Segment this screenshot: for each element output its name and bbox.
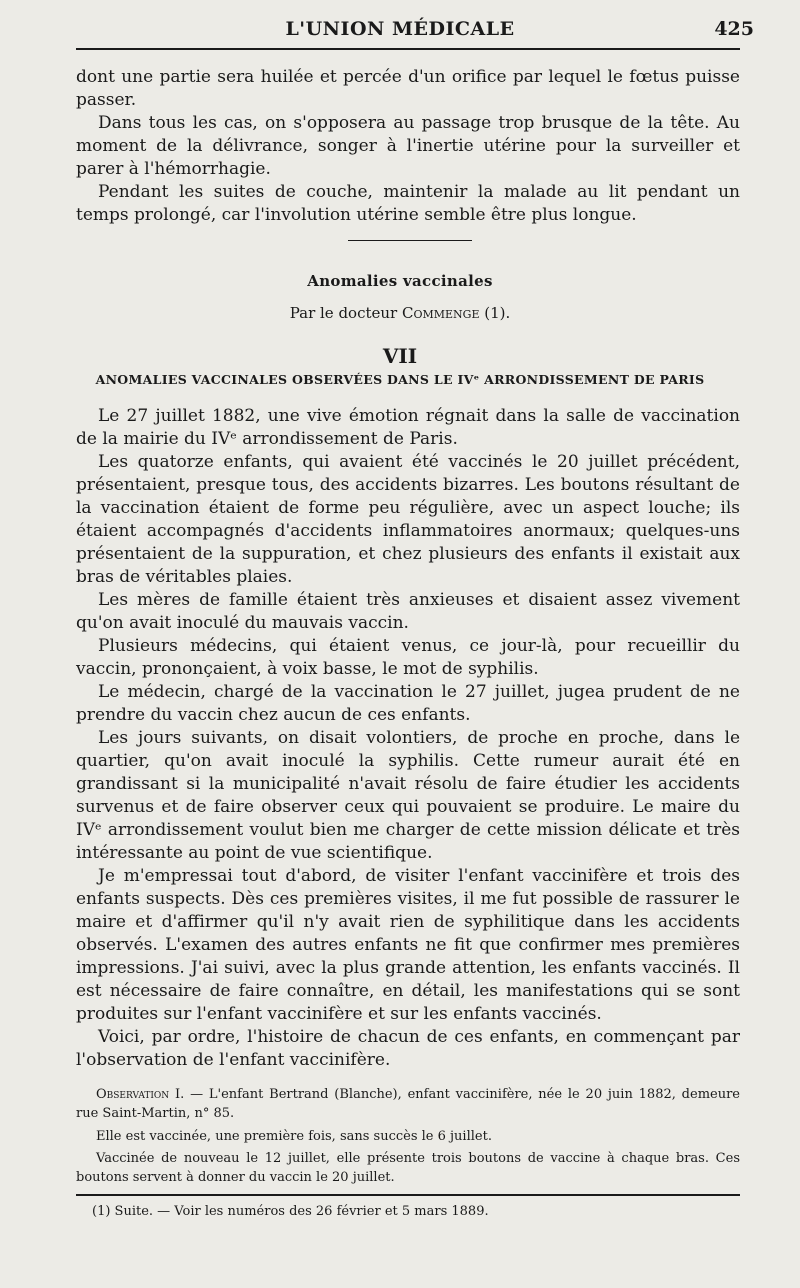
article-byline	[0, 304, 800, 322]
observation-line-1: — L'enfant Bertrand (Blanche), enfant vaccinifère, née le 20 juin 1882, demeure rue Saint-Martin, n° 85.	[76, 1087, 740, 1121]
body-paragraph: Les jours suivants, on disait volontiers, de proche en proche, dans le quartier, qu'on avait inoculé la syphilis. Cette rumeur aurait été en grandissant si la municipalité n'avait résolu de faire étudier les accidents survenus et de faire observer ceux qui pouvaient se produire. Le maire du IVᵉ arrondissement voulut bien me charger de cette mission délicate et très intéressante au point de vue scientifique.	[76, 728, 740, 863]
observation-entry	[76, 1085, 740, 1123]
header-rule	[76, 48, 740, 50]
footnote: (1) Suite. — Voir les numéros des 26 février et 5 mars 1889.	[92, 1204, 489, 1219]
body-paragraph: Les quatorze enfants, qui avaient été vaccinés le 20 juillet précédent, présentaient, presque tous, des accidents bizarres. Les boutons résultant de la vaccination étaient de forme peu régulière, avec un aspect louche; ils étaient accompagnés d'accidents inflammatoires anormaux; quelques-uns présentaient de la suppuration, et chez plusieurs des enfants il existait aux bras de véritables plaies.	[76, 452, 740, 587]
section-number: VII	[382, 344, 418, 368]
author-name: Commenge	[401, 304, 480, 322]
body-paragraph: Voici, par ordre, l'histoire de chacun de ces enfants, en commençant par l'observation de l'enfant vaccinifère.	[76, 1027, 740, 1070]
body-paragraph: Le 27 juillet 1882, une vive émotion régnait dans la salle de vaccination de la mairie du IVᵉ arrondissement de Paris.	[76, 406, 740, 449]
observation-line-3: Vaccinée de nouveau le 12 juillet, elle présente trois boutons de vaccine à chaque bras. Ces boutons servent à donner du vaccin le 20 juillet.	[76, 1151, 740, 1185]
byline-prefix: Par le docteur	[289, 304, 402, 322]
journal-title: L'UNION MÉDICALE	[285, 18, 515, 40]
body-paragraph: Je m'empressai tout d'abord, de visiter l'enfant vaccinifère et trois des enfants suspects. Dès ces premières visites, il me fut possible de rassurer le maire et d'affirmer qu'il n'y avait rien de syphilitique dans les accidents observés. L'examen des autres enfants ne fit que confirmer mes premières impressions. J'ai suivi, avec la plus grande attention, les enfants vaccinés. Il est nécessaire de faire connaître, en détail, les manifestations qui se sont produites sur l'enfant vaccinifère et sur les enfants vaccinés.	[76, 866, 740, 1024]
byline-suffix: (1).	[479, 304, 511, 322]
intro-paragraph: Pendant les suites de couche, maintenir la malade au lit pendant un temps prolongé, car l'involution utérine semble être plus longue.	[76, 182, 740, 225]
footnote-rule	[76, 1194, 740, 1196]
observation-label: Observation I.	[96, 1087, 185, 1102]
intro-paragraph: dont une partie sera huilée et percée d'un orifice par lequel le fœtus puisse passer.	[76, 67, 740, 110]
page-number: 425	[714, 18, 754, 40]
body-paragraph: Plusieurs médecins, qui étaient venus, ce jour-là, pour recueillir du vaccin, prononçaient, à voix basse, le mot de syphilis.	[76, 636, 740, 679]
body-paragraph: Le médecin, chargé de la vaccination le 27 juillet, jugea prudent de ne prendre du vaccin chez aucun de ces enfants.	[76, 682, 740, 725]
body-paragraph: Les mères de famille étaient très anxieuses et disaient assez vivement qu'on avait inoculé du mauvais vaccin.	[76, 590, 740, 633]
article-title: Anomalies vaccinales	[307, 272, 493, 290]
section-title: ANOMALIES VACCINALES OBSERVÉES DANS LE IVᵉ ARRONDISSEMENT DE PARIS	[95, 372, 705, 387]
running-header	[0, 14, 800, 48]
observation-line-2: Elle est vaccinée, une première fois, sans succès le 6 juillet.	[96, 1129, 492, 1144]
intro-paragraph: Dans tous les cas, on s'opposera au passage trop brusque de la tête. Au moment de la délivrance, songer à l'inertie utérine pour la surveiller et parer à l'hémorrhagie.	[76, 113, 740, 179]
section-divider	[348, 240, 472, 241]
